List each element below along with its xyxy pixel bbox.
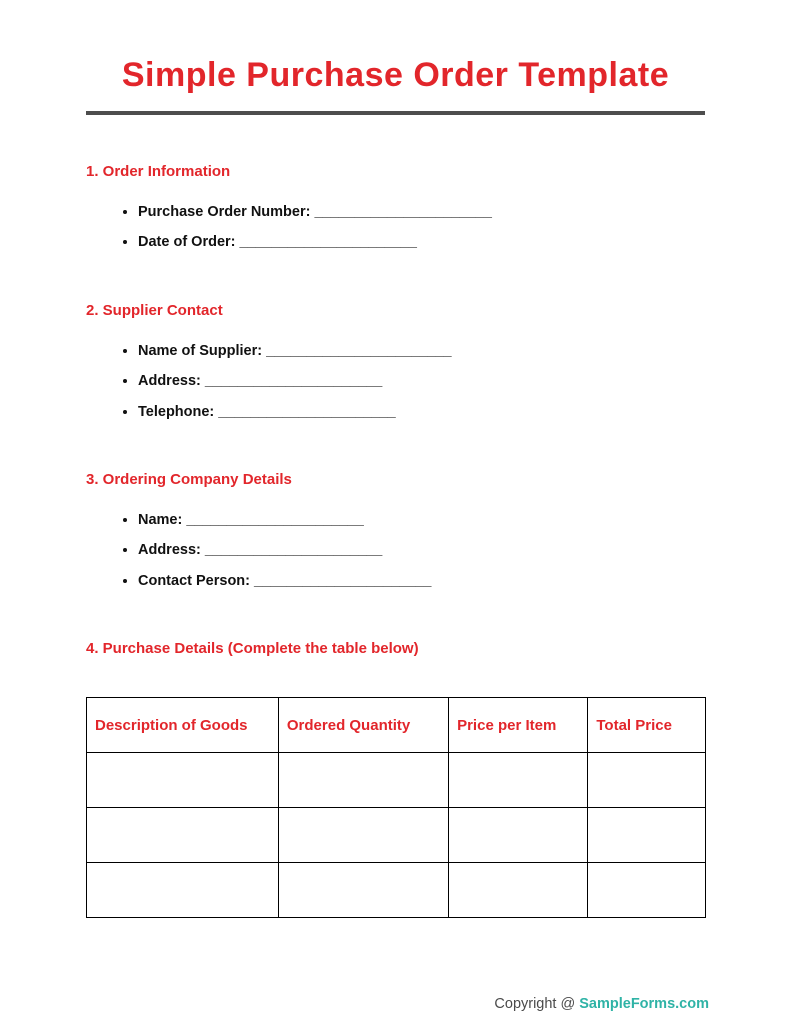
table-cell (588, 808, 706, 863)
header-ordered-quantity: Ordered Quantity (278, 698, 448, 753)
header-total-price: Total Price (588, 698, 706, 753)
copyright-text: Copyright @ (494, 996, 580, 1012)
table-row (87, 863, 706, 918)
supplier-contact-list (86, 343, 705, 421)
section-heading-ordering-company: 3. Ordering Company Details (86, 470, 292, 488)
field-supplier-telephone: • Telephone: ______________________ (138, 404, 705, 421)
table-cell (449, 863, 588, 918)
table-cell (87, 863, 279, 918)
footer-copyright (494, 996, 709, 1012)
page-title: Simple Purchase Order Template (121, 56, 670, 94)
field-date-of-order: • Date of Order: ______________________ (138, 234, 705, 251)
table-row (87, 808, 706, 863)
section-heading-purchase-details: 4. Purchase Details (Complete the table below) (86, 640, 419, 658)
order-information-list (86, 204, 705, 252)
table-cell (87, 753, 279, 808)
field-name-of-supplier: • Name of Supplier: _______________________ (138, 343, 705, 360)
table-cell (278, 753, 448, 808)
table-cell (449, 808, 588, 863)
purchase-details-table (86, 697, 706, 918)
table-cell (588, 753, 706, 808)
header-description-of-goods: Description of Goods (87, 698, 279, 753)
table-cell (87, 808, 279, 863)
ordering-company-list (86, 512, 705, 590)
table-cell (278, 863, 448, 918)
field-contact-person: • Contact Person: ______________________ (138, 573, 705, 590)
table-cell (449, 753, 588, 808)
field-supplier-address: • Address: ______________________ (138, 373, 705, 390)
title-divider (86, 111, 705, 115)
table-cell (588, 863, 706, 918)
field-purchase-order-number: • Purchase Order Number: ______________________ (138, 204, 705, 221)
table-cell (278, 808, 448, 863)
table-header-row (87, 698, 706, 753)
section-heading-supplier-contact: 2. Supplier Contact (86, 301, 223, 319)
header-price-per-item: Price per Item (449, 698, 588, 753)
field-company-name: • Name: ______________________ (138, 512, 705, 529)
section-heading-order-information: 1. Order Information (86, 163, 231, 180)
field-company-address: • Address: ______________________ (138, 542, 705, 559)
table-row (87, 753, 706, 808)
sampleforms-link[interactable]: SampleForms.com (579, 996, 709, 1012)
